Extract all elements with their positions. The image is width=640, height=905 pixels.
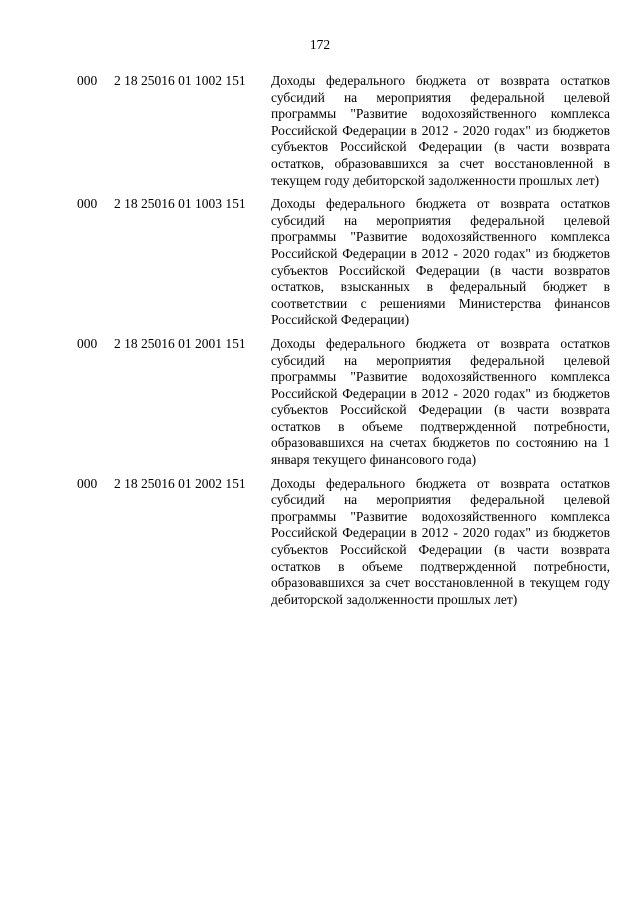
budget-classification-code: 2 18 25016 01 1002 151 [114,73,246,88]
budget-classification-code: 2 18 25016 01 2002 151 [114,475,246,491]
table-row [77,336,610,469]
table-row [77,476,610,609]
admin-code: 000 [77,335,98,351]
budget-classification-code: 2 18 25016 01 1003 151 [114,196,246,212]
income-description: Доходы федерального бюджета от возврата остатков субсидий на мероприятия федеральной целевой программы "Развитие водохозяйственного комплекса Российской Федерации в 2012 - 2020 годах" из бюджетов субъектов Российской Федерации (в части возврата остатков, образовавшихся за счет восстановленной в текущем году дебиторской задолженности прошлых лет) [271,73,610,188]
table-row [77,196,610,329]
admin-code: 000 [77,196,98,212]
admin-code: 000 [77,475,98,491]
budget-classification-code: 2 18 25016 01 2001 151 [114,335,246,351]
page-number: 172 [309,37,331,52]
income-description: Доходы федерального бюджета от возврата остатков субсидий на мероприятия федеральной целевой программы "Развитие водохозяйственного комплекса Российской Федерации в 2012 - 2020 годах" из бюджетов субъектов Российской Федерации (в части возврата остатков в объеме подтвержденной потребности, образовавшихся на счетах бюджетов по состоянию на 1 января текущего финансового года) [271,335,610,468]
budget-code-table [77,73,610,615]
table-row [77,73,610,189]
income-description: Доходы федерального бюджета от возврата остатков субсидий на мероприятия федеральной целевой программы "Развитие водохозяйственного комплекса Российской Федерации в 2012 - 2020 годах" из бюджетов субъектов Российской Федерации (в части возврата остатков в объеме подтвержденной потребности, образовавшихся за счет восстановленной в текущем году дебиторской задолженности прошлых лет) [271,475,610,607]
admin-code: 000 [77,73,98,88]
income-description: Доходы федерального бюджета от возврата остатков субсидий на мероприятия федеральной целевой программы "Развитие водохозяйственного комплекса Российской Федерации в 2012 - 2020 годах" из бюджетов субъектов Российской Федерации (в части возвратов остатков, взысканных в федеральный бюджет в соответствии с решениями Министерства финансов Российской Федерации) [271,196,610,328]
